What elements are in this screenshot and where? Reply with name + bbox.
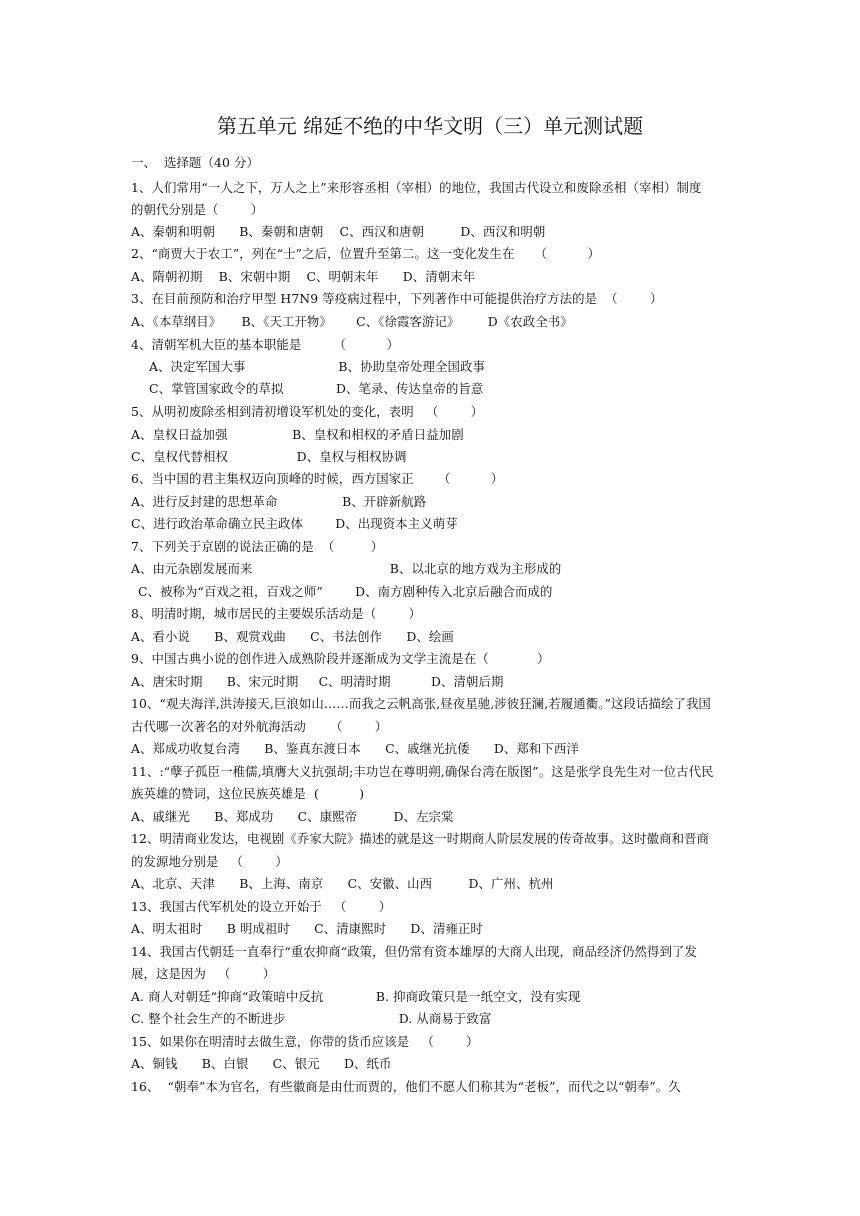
text-line: C. 整个社会生产的不断进步 D. 从商易于致富 xyxy=(131,1011,492,1026)
text-line: 7、下列关于京剧的说法正确的是 （ ） xyxy=(131,539,384,554)
text-line: 16、 “朝奉”本为官名，有些徽商是由仕而贾的，他们不愿人们称其为“老板”，而代之以“朝奉”。久 xyxy=(131,1079,681,1094)
text-line: A、唐宋时期 B、宋元时期 C、明清时期 D、清朝后期 xyxy=(131,674,504,689)
text-line: 13、我国古代军机处的设立开始于 （ ） xyxy=(131,899,392,914)
text-line: C、进行政治革命确立民主政体 D、出现资本主义萌芽 xyxy=(131,516,458,531)
text-line: 族英雄的赞词，这位民族英雄是 ( ) xyxy=(131,786,365,801)
text-line: A、铜钱 B、白银 C、银元 D、纸币 xyxy=(131,1056,392,1071)
text-line: A、北京、天津 B、上海、南京 C、安徽、山西 D、广州、杭州 xyxy=(131,876,554,891)
text-line: 4、清朝军机大臣的基本职能是 （ ） xyxy=(131,337,400,352)
text-line: 5、从明初废除丞相到清初增设军机处的变化，表明 （ ） xyxy=(131,404,484,419)
text-line: 9、中国古典小说的创作进入成熟阶段并逐渐成为文学主流是在（ ） xyxy=(131,651,550,666)
text-line: A、《本草纲目》 B、《天工开物》 C、《徐霞客游记》 D《农政全书》 xyxy=(131,314,573,329)
text-line: 6、当中国的君主集权迈向顶峰的时候，西方国家正 （ ） xyxy=(131,471,504,486)
text-line: 15、如果你在明清时去做生意，你带的货币应该是 （ ） xyxy=(131,1034,479,1049)
document-title: 第五单元 绵延不绝的中华文明（三）单元测试题 xyxy=(216,114,644,138)
text-line: 12、明清商业发达，电视剧《乔家大院》描述的就是这一时期商人阶层发展的传奇故事。这时徽商和晋商 xyxy=(131,831,710,846)
text-line: 一、 选择题（40 分） xyxy=(131,155,260,170)
text-line: A、看小说 B、观赏戏曲 C、书法创作 D、绘画 xyxy=(131,629,454,644)
text-line: 3、在目前预防和治疗甲型 H7N9 等疫病过程中，下列著作中可能提供治疗方法的是 （ ） xyxy=(131,291,663,306)
text-line: 8、明清时期，城市居民的主要娱乐活动是（ ） xyxy=(131,606,422,621)
text-line: A、决定军国大事 B、协助皇帝处理全国政事 xyxy=(149,359,485,374)
text-line: C、掌管国家政令的草拟 D、笔录、传达皇帝的旨意 xyxy=(149,381,484,396)
text-line: C、被称为“百戏之祖，百戏之师” D、南方剧种传入北京后融合而成的 xyxy=(138,584,553,599)
text-line: 10、“观夫海洋,洪涛接天,巨浪如山……而我之云帆高张,昼夜星驰,涉彼狂澜,若履通衢。”这段话描绘了我国 xyxy=(131,696,711,711)
text-line: 1、人们常用“一人之下，万人之上”来形容丞相（宰相）的地位，我国古代设立和废除丞相（宰相）制度 xyxy=(131,180,702,195)
text-line: 的朝代分别是（ ） xyxy=(131,202,264,217)
text-line: A、由元杂剧发展而来 B、以北京的地方戏为主形成的 xyxy=(131,561,562,576)
text-line: 2、“商贾大于农工”，列在“士”之后，位置升至第二。这一变化发生在 （ ） xyxy=(131,246,601,261)
text-line: 11、:“孽子孤臣一稚儒,填膺大义抗强胡;丰功岂在尊明朔,确保台湾在版图”。这是张学良先生对一位古代民 xyxy=(131,764,714,779)
text-line: A、郑成功收复台湾 B、鉴真东渡日本 C、戚继光抗倭 D、郑和下西洋 xyxy=(131,741,579,756)
text-line: 的发源地分别是 （ ） xyxy=(131,854,288,869)
text-line: A、戚继光 B、郑成功 C、康熙帝 D、左宗棠 xyxy=(131,809,454,824)
text-line: 14、我国古代朝廷一直奉行“重农抑商“政策，但仍常有资本雄厚的大商人出现，商品经济仍然得到了发 xyxy=(131,944,697,959)
text-line: A. 商人对朝廷“抑商“政策暗中反抗 B. 抑商政策只是一纸空文，没有实现 xyxy=(131,989,581,1004)
text-line: A、皇权日益加强 B、皇权和相权的矛盾日益加剧 xyxy=(131,427,464,442)
text-line: C、皇权代替相权 D、皇权与相权协调 xyxy=(131,449,407,464)
text-line: 展，这是因为 （ ） xyxy=(131,966,276,981)
text-line: A、隋朝初期 B、宋朝中期 C、明朝末年 D、清朝末年 xyxy=(131,269,476,284)
text-line: A、秦朝和明朝 B、秦朝和唐朝 C、西汉和唐朝 D、西汉和明朝 xyxy=(131,224,546,239)
text-line: A、明太祖时 B 明成祖时 C、清康熙时 D、清雍正时 xyxy=(131,921,483,936)
text-line: A、进行反封建的思想革命 B、开辟新航路 xyxy=(131,494,427,509)
text-line: 古代哪一次著名的对外航海活动 （ ） xyxy=(131,719,388,734)
